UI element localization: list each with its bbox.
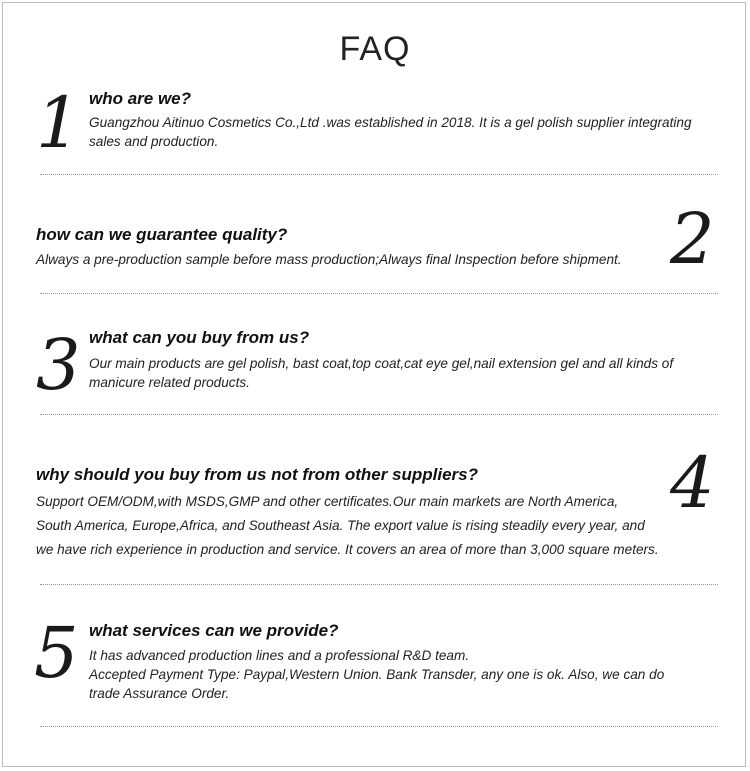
faq-answer-1	[89, 113, 692, 151]
page-title: FAQ	[339, 30, 411, 68]
divider	[40, 293, 718, 294]
faq-question-4: why should you buy from us not from other suppliers?	[36, 465, 479, 484]
faq-answer-2	[36, 250, 622, 269]
faq-answer-line: It has advanced production lines and a professional R&D team.	[89, 648, 470, 663]
faq-number-4: 4	[670, 442, 715, 524]
faq-number-3: 3	[36, 324, 81, 406]
faq-answer-line: South America, Europe,Africa, and Southeast Asia. The export value is rising steadily every year, and	[36, 518, 645, 533]
faq-question-2: how can we guarantee quality?	[36, 225, 288, 244]
faq-answer-line: we have rich experience in production and service. It covers an area of more than 3,000 square meters.	[36, 542, 659, 557]
divider	[40, 726, 718, 727]
divider	[40, 414, 718, 415]
divider	[40, 584, 718, 585]
faq-answer-line: manicure related products.	[89, 375, 250, 390]
faq-answer-5	[89, 646, 664, 703]
faq-answer-4	[36, 490, 659, 562]
faq-answer-line: Always a pre-production sample before mass production;Always final Inspection before shipment.	[36, 252, 622, 267]
faq-question-3: what can you buy from us?	[89, 328, 310, 347]
faq-answer-line: Our main products are gel polish, bast coat,top coat,cat eye gel,nail extension gel and all kinds of	[89, 356, 674, 371]
faq-answer-line: trade Assurance Order.	[89, 686, 230, 701]
faq-number-5: 5	[34, 612, 79, 694]
faq-number-1: 1	[36, 82, 81, 164]
faq-answer-line: Support OEM/ODM,with MSDS,GMP and other certificates.Our main markets are North America,	[36, 494, 619, 509]
faq-answer-line: Guangzhou Aitinuo Cosmetics Co.,Ltd .was established in 2018. It is a gel polish supplier integrating	[89, 115, 692, 130]
faq-answer-line: sales and production.	[89, 134, 219, 149]
faq-number-2: 2	[670, 198, 715, 280]
faq-answer-3	[89, 354, 673, 392]
faq-answer-line: Accepted Payment Type: Paypal,Western Union. Bank Transder, any one is ok. Also, we can do	[89, 667, 665, 682]
divider	[40, 174, 718, 175]
faq-question-5: what services can we provide?	[89, 621, 339, 640]
faq-question-1: who are we?	[89, 89, 192, 108]
